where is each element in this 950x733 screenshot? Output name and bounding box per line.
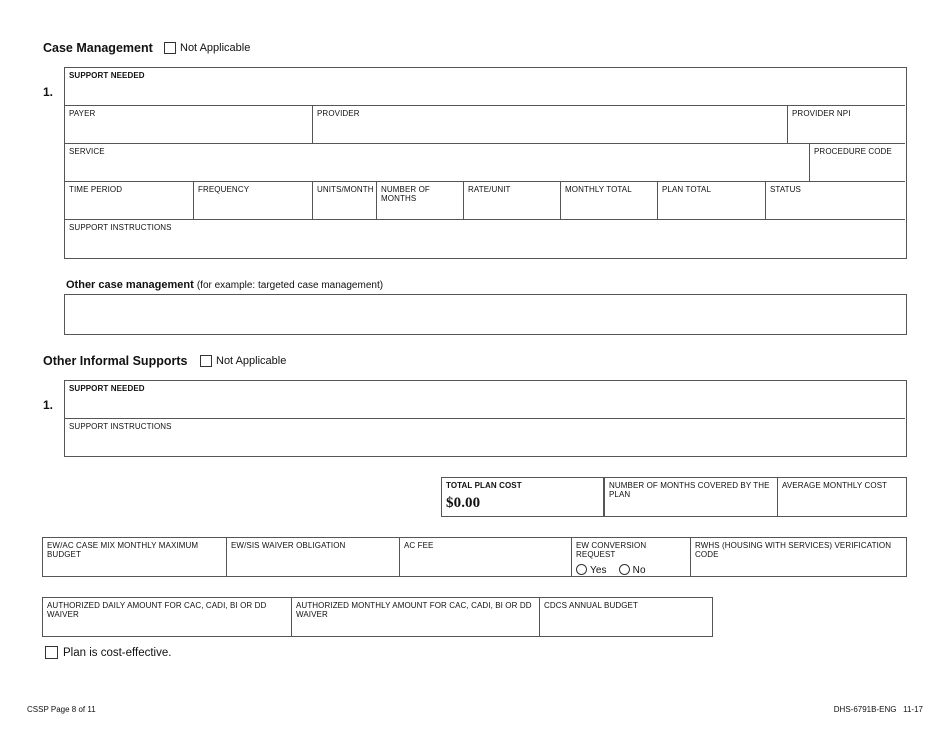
provider-label: PROVIDER bbox=[317, 109, 360, 118]
ac-fee-field[interactable] bbox=[400, 538, 572, 576]
payer-label: PAYER bbox=[69, 109, 96, 118]
informal-supports-na[interactable] bbox=[200, 355, 286, 367]
waiver-table bbox=[42, 537, 907, 577]
units-month-label: UNITS/MONTH bbox=[317, 185, 374, 194]
support-needed-field[interactable] bbox=[65, 68, 905, 106]
procedure-code-field[interactable] bbox=[810, 144, 905, 182]
number-of-months-label: NUMBER OF MONTHS bbox=[381, 185, 430, 203]
footer-page: CSSP Page 8 of 11 bbox=[27, 705, 96, 714]
yes-radio[interactable] bbox=[576, 564, 587, 575]
service-field[interactable] bbox=[65, 144, 810, 182]
authorized-table bbox=[42, 597, 713, 637]
plan-total-field[interactable] bbox=[658, 182, 766, 220]
monthly-total-label: MONTHLY TOTAL bbox=[565, 185, 632, 194]
informal-support-instructions-label: SUPPORT INSTRUCTIONS bbox=[69, 422, 172, 431]
no-label: No bbox=[632, 565, 646, 576]
ew-sis-obligation-field[interactable] bbox=[227, 538, 400, 576]
ew-conversion-no[interactable] bbox=[619, 564, 646, 576]
support-instructions-field[interactable] bbox=[65, 220, 905, 257]
case-management-na-checkbox[interactable] bbox=[164, 42, 176, 54]
support-needed-label: SUPPORT NEEDED bbox=[69, 71, 145, 80]
cost-effective-option[interactable] bbox=[45, 646, 171, 659]
frequency-field[interactable] bbox=[194, 182, 313, 220]
plan-cost-table bbox=[441, 477, 907, 517]
time-period-label: TIME PERIOD bbox=[69, 185, 123, 194]
case-management-na-label: Not Applicable bbox=[180, 42, 251, 54]
ew-conversion-options bbox=[576, 564, 686, 576]
case-management-title: Case Management bbox=[43, 41, 153, 55]
total-plan-cost-value: $0.00 bbox=[446, 495, 481, 511]
average-monthly-cost-field[interactable] bbox=[778, 478, 906, 516]
total-plan-cost-label: TOTAL PLAN COST bbox=[446, 481, 522, 490]
rate-unit-field[interactable] bbox=[464, 182, 561, 220]
ac-fee-label: AC FEE bbox=[404, 541, 434, 550]
service-label: SERVICE bbox=[69, 147, 105, 156]
informal-support-needed-label: SUPPORT NEEDED bbox=[69, 384, 145, 393]
informal-support-instructions-field[interactable] bbox=[65, 419, 905, 455]
informal-supports-row-number: 1. bbox=[43, 398, 54, 412]
status-field[interactable] bbox=[766, 182, 905, 220]
provider-npi-label: PROVIDER NPI bbox=[792, 109, 851, 118]
total-plan-cost-field bbox=[442, 478, 605, 516]
authorized-daily-label: AUTHORIZED DAILY AMOUNT FOR CAC, CADI, BI OR DD WAIVER bbox=[47, 601, 267, 619]
number-of-months-field[interactable] bbox=[377, 182, 464, 220]
cdcs-budget-label: CDCS ANNUAL BUDGET bbox=[544, 601, 638, 610]
case-management-row-number: 1. bbox=[43, 85, 54, 99]
case-management-table bbox=[64, 67, 907, 259]
time-period-field[interactable] bbox=[65, 182, 194, 220]
months-covered-field[interactable] bbox=[605, 478, 778, 516]
authorized-monthly-field[interactable] bbox=[292, 598, 540, 636]
informal-supports-table bbox=[64, 380, 907, 457]
provider-npi-field[interactable] bbox=[788, 106, 905, 144]
cost-effective-checkbox[interactable] bbox=[45, 646, 58, 659]
other-case-management-heading bbox=[66, 279, 383, 291]
average-monthly-cost-label: AVERAGE MONTHLY COST bbox=[782, 481, 888, 490]
procedure-code-label: PROCEDURE CODE bbox=[814, 147, 892, 156]
cost-effective-label: Plan is cost-effective. bbox=[63, 646, 172, 659]
informal-supports-na-label: Not Applicable bbox=[216, 355, 287, 367]
cdcs-budget-field[interactable] bbox=[540, 598, 712, 636]
rate-unit-label: RATE/UNIT bbox=[468, 185, 511, 194]
ew-conversion-label: EW CONVERSION REQUEST bbox=[576, 541, 647, 559]
ew-conversion-yes[interactable] bbox=[576, 564, 607, 576]
months-covered-label: NUMBER OF MONTHS COVERED BY THE PLAN bbox=[609, 481, 770, 499]
monthly-total-field[interactable] bbox=[561, 182, 658, 220]
informal-support-needed-field[interactable] bbox=[65, 381, 905, 419]
ew-conversion-field bbox=[572, 538, 691, 576]
rwhs-label: RWHS (HOUSING WITH SERVICES) VERIFICATION CODE bbox=[695, 541, 892, 559]
status-label: STATUS bbox=[770, 185, 801, 194]
case-management-na[interactable] bbox=[164, 42, 250, 54]
authorized-daily-field[interactable] bbox=[43, 598, 292, 636]
ewac-budget-label: EW/AC CASE MIX MONTHLY MAXIMUM BUDGET bbox=[47, 541, 199, 559]
frequency-label: FREQUENCY bbox=[198, 185, 250, 194]
rwhs-field[interactable] bbox=[691, 538, 906, 576]
ewac-budget-field[interactable] bbox=[43, 538, 227, 576]
other-case-management-input[interactable] bbox=[64, 294, 907, 335]
provider-field[interactable] bbox=[313, 106, 788, 144]
yes-label: Yes bbox=[590, 565, 607, 576]
units-month-field[interactable] bbox=[313, 182, 377, 220]
plan-total-label: PLAN TOTAL bbox=[662, 185, 712, 194]
other-case-management-note: (for example: targeted case management) bbox=[196, 280, 384, 291]
payer-field[interactable] bbox=[65, 106, 313, 144]
other-case-management-title: Other case management bbox=[66, 279, 194, 291]
footer-form-id: DHS-6791B-ENG 11-17 bbox=[833, 705, 923, 714]
authorized-monthly-label: AUTHORIZED MONTHLY AMOUNT FOR CAC, CADI, BI OR DD WAIVER bbox=[296, 601, 532, 619]
other-informal-supports-title: Other Informal Supports bbox=[43, 354, 188, 368]
informal-supports-na-checkbox[interactable] bbox=[200, 355, 212, 367]
support-instructions-label: SUPPORT INSTRUCTIONS bbox=[69, 223, 172, 232]
ew-sis-obligation-label: EW/SIS WAIVER OBLIGATION bbox=[231, 541, 346, 550]
no-radio[interactable] bbox=[619, 564, 630, 575]
